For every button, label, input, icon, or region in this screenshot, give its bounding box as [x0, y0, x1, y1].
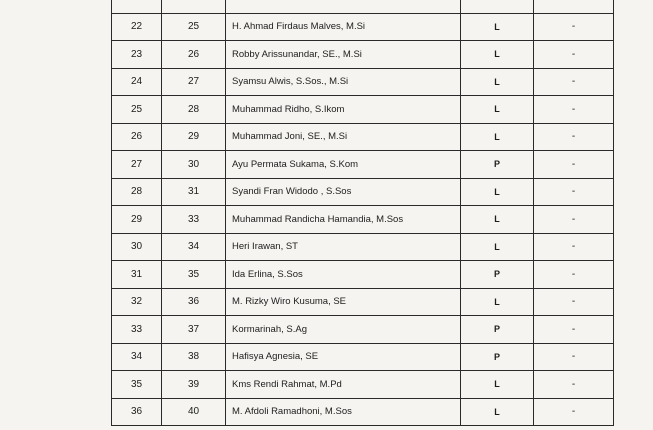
member-id-cell	[162, 343, 226, 371]
member-id-cell	[162, 206, 226, 234]
member-name-cell	[226, 261, 461, 289]
remarks-cell-text: -	[571, 351, 576, 363]
member-name-cell	[226, 96, 461, 124]
row-number-cell-text: 25	[130, 103, 143, 115]
member-name-cell	[226, 233, 461, 261]
member-id-cell-text: 28	[187, 103, 200, 115]
gender-cell	[461, 316, 534, 344]
member-name-cell	[226, 371, 461, 399]
member-name-cell-text: Syamsu Alwis, S.Sos., M.Si	[232, 76, 349, 88]
remarks-cell-text: -	[571, 158, 576, 170]
gender-cell	[461, 206, 534, 234]
table-row	[112, 41, 614, 69]
table-row	[112, 206, 614, 234]
gender-cell	[461, 96, 534, 124]
gender-cell-text: L	[494, 214, 500, 225]
row-number-cell	[112, 96, 162, 124]
member-name-cell	[226, 206, 461, 234]
remarks-cell-text: -	[571, 76, 576, 88]
row-number-cell	[112, 123, 162, 151]
row-number-cell-text: 30	[130, 241, 143, 253]
remarks-cell	[534, 261, 614, 289]
remarks-cell	[534, 0, 614, 13]
gender-cell-text: L	[494, 406, 500, 417]
member-name-cell	[226, 316, 461, 344]
gender-cell-text: L	[494, 296, 500, 307]
member-id-cell	[162, 151, 226, 179]
row-number-cell-text: 35	[130, 378, 143, 390]
gender-cell-text: L	[494, 49, 500, 60]
remarks-cell-text: -	[571, 186, 576, 198]
member-id-cell	[162, 41, 226, 69]
member-id-cell	[162, 261, 226, 289]
table-row	[112, 288, 614, 316]
table-row	[112, 233, 614, 261]
row-number-cell-text: 22	[130, 21, 143, 33]
table-row	[112, 343, 614, 371]
row-number-cell	[112, 398, 162, 426]
remarks-cell-text: -	[571, 213, 576, 225]
member-id-cell-text: 33	[187, 213, 200, 225]
table-row	[112, 13, 614, 41]
member-name-cell-text: H. Ahmad Firdaus Malves, M.Si	[232, 21, 366, 33]
member-table-body	[112, 0, 614, 426]
row-number-cell	[112, 261, 162, 289]
remarks-cell	[534, 398, 614, 426]
row-number-cell-text: 28	[130, 186, 143, 198]
remarks-cell	[534, 13, 614, 41]
remarks-cell-text: -	[571, 406, 576, 418]
gender-cell-text: P	[493, 159, 500, 170]
gender-cell	[461, 0, 534, 13]
member-id-cell-text: 25	[187, 21, 200, 33]
member-name-cell	[226, 343, 461, 371]
member-name-cell-text: Kms Rendi Rahmat, M.Pd	[232, 378, 342, 390]
member-name-cell-text: Muhammad Joni, SE., M.Si	[232, 131, 348, 143]
member-name-cell-text: Syandi Fran Widodo , S.Sos	[232, 186, 352, 198]
row-number-cell-text: 23	[130, 48, 143, 60]
member-id-cell-text: 35	[187, 268, 200, 280]
remarks-cell	[534, 206, 614, 234]
remarks-cell	[534, 233, 614, 261]
gender-cell	[461, 151, 534, 179]
row-number-cell-text: 26	[130, 131, 143, 143]
gender-cell-text: L	[494, 104, 500, 115]
remarks-cell-text: -	[571, 378, 576, 390]
member-name-cell-text: Hafisya Agnesia, SE	[232, 351, 319, 363]
row-number-cell-text: 36	[130, 406, 143, 418]
table-row	[112, 151, 614, 179]
row-number-cell-text: 31	[130, 268, 143, 280]
member-id-cell	[162, 68, 226, 96]
member-id-cell-text: 27	[187, 76, 200, 88]
row-number-cell	[112, 371, 162, 399]
gender-cell-text: L	[494, 241, 500, 252]
member-name-cell-text: Robby Arissunandar, SE., M.Si	[232, 48, 362, 60]
member-name-cell	[226, 0, 461, 13]
row-number-cell	[112, 68, 162, 96]
member-name-cell	[226, 41, 461, 69]
member-id-cell	[162, 0, 226, 13]
remarks-cell	[534, 316, 614, 344]
member-id-cell-text: 30	[187, 158, 200, 170]
member-name-cell	[226, 13, 461, 41]
remarks-cell	[534, 41, 614, 69]
gender-cell	[461, 178, 534, 206]
remarks-cell	[534, 123, 614, 151]
remarks-cell	[534, 343, 614, 371]
member-id-cell	[162, 123, 226, 151]
remarks-cell-text: -	[571, 103, 576, 115]
member-name-cell-text: M. Afdoli Ramadhoni, M.Sos	[232, 406, 352, 418]
row-number-cell-text: 32	[130, 296, 143, 308]
row-number-cell	[112, 151, 162, 179]
remarks-cell-text: -	[571, 241, 576, 253]
remarks-cell	[534, 96, 614, 124]
member-id-cell-text: 36	[187, 296, 200, 308]
remarks-cell-text: -	[571, 131, 576, 143]
row-number-cell	[112, 316, 162, 344]
member-name-cell-text: Muhammad Randicha Hamandia, M.Sos	[232, 213, 404, 225]
member-table	[111, 0, 614, 426]
gender-cell	[461, 233, 534, 261]
row-number-cell-text: 33	[130, 323, 143, 335]
row-number-cell-text: 29	[130, 213, 143, 225]
member-name-cell-text: Heri Irawan, ST	[232, 241, 298, 253]
gender-cell	[461, 261, 534, 289]
table-row	[112, 68, 614, 96]
gender-cell	[461, 371, 534, 399]
gender-cell-text: L	[494, 76, 500, 87]
member-name-cell-text: Ida Erlina, S.Sos	[232, 268, 303, 280]
member-id-cell	[162, 233, 226, 261]
member-id-cell	[162, 371, 226, 399]
table-row	[112, 371, 614, 399]
table-row	[112, 0, 614, 13]
member-id-cell-text: 31	[187, 186, 200, 198]
member-id-cell-text: 29	[187, 131, 200, 143]
member-name-cell	[226, 68, 461, 96]
member-id-cell	[162, 13, 226, 41]
row-number-cell	[112, 233, 162, 261]
member-name-cell	[226, 151, 461, 179]
member-id-cell-text: 38	[187, 351, 200, 363]
remarks-cell-text: -	[571, 323, 576, 335]
gender-cell	[461, 123, 534, 151]
gender-cell	[461, 343, 534, 371]
remarks-cell	[534, 178, 614, 206]
table-row	[112, 261, 614, 289]
gender-cell-text: L	[494, 131, 500, 142]
member-id-cell-text: 39	[187, 378, 200, 390]
row-number-cell-text: 27	[130, 158, 143, 170]
member-name-cell-text: M. Rizky Wiro Kusuma, SE	[232, 296, 347, 308]
table-row	[112, 398, 614, 426]
table-row	[112, 123, 614, 151]
row-number-cell-text: 24	[130, 76, 143, 88]
member-name-cell	[226, 398, 461, 426]
remarks-cell	[534, 68, 614, 96]
gender-cell-text: P	[493, 269, 500, 280]
gender-cell-text: P	[493, 351, 500, 362]
gender-cell-text: L	[494, 379, 500, 390]
remarks-cell-text: -	[571, 48, 576, 60]
gender-cell	[461, 398, 534, 426]
gender-cell-text: L	[494, 21, 500, 32]
table-row	[112, 316, 614, 344]
member-name-cell-text: Ayu Permata Sukama, S.Kom	[232, 158, 359, 170]
member-name-cell	[226, 123, 461, 151]
row-number-cell-text: 34	[130, 351, 143, 363]
remarks-cell	[534, 151, 614, 179]
gender-cell	[461, 68, 534, 96]
row-number-cell	[112, 178, 162, 206]
remarks-cell-text: -	[571, 296, 576, 308]
row-number-cell	[112, 0, 162, 13]
row-number-cell	[112, 206, 162, 234]
member-id-cell	[162, 398, 226, 426]
gender-cell	[461, 13, 534, 41]
member-name-cell-text: Muhammad Ridho, S.Ikom	[232, 103, 345, 115]
remarks-cell	[534, 288, 614, 316]
member-id-cell-text: 37	[187, 323, 200, 335]
gender-cell-text: L	[494, 186, 500, 197]
gender-cell	[461, 41, 534, 69]
row-number-cell	[112, 41, 162, 69]
row-number-cell	[112, 13, 162, 41]
member-name-cell	[226, 178, 461, 206]
row-number-cell	[112, 288, 162, 316]
member-id-cell	[162, 96, 226, 124]
member-id-cell	[162, 178, 226, 206]
member-name-cell	[226, 288, 461, 316]
gender-cell-text: P	[493, 324, 500, 335]
member-name-cell-text: Kormarinah, S.Ag	[232, 323, 307, 335]
row-number-cell	[112, 343, 162, 371]
member-id-cell-text: 34	[187, 241, 200, 253]
member-id-cell-text: 26	[187, 48, 200, 60]
gender-cell	[461, 288, 534, 316]
member-id-cell	[162, 316, 226, 344]
remarks-cell-text: -	[571, 21, 576, 33]
member-id-cell	[162, 288, 226, 316]
member-id-cell-text: 40	[187, 406, 200, 418]
remarks-cell-text: -	[571, 268, 576, 280]
remarks-cell	[534, 371, 614, 399]
table-row	[112, 96, 614, 124]
table-row	[112, 178, 614, 206]
